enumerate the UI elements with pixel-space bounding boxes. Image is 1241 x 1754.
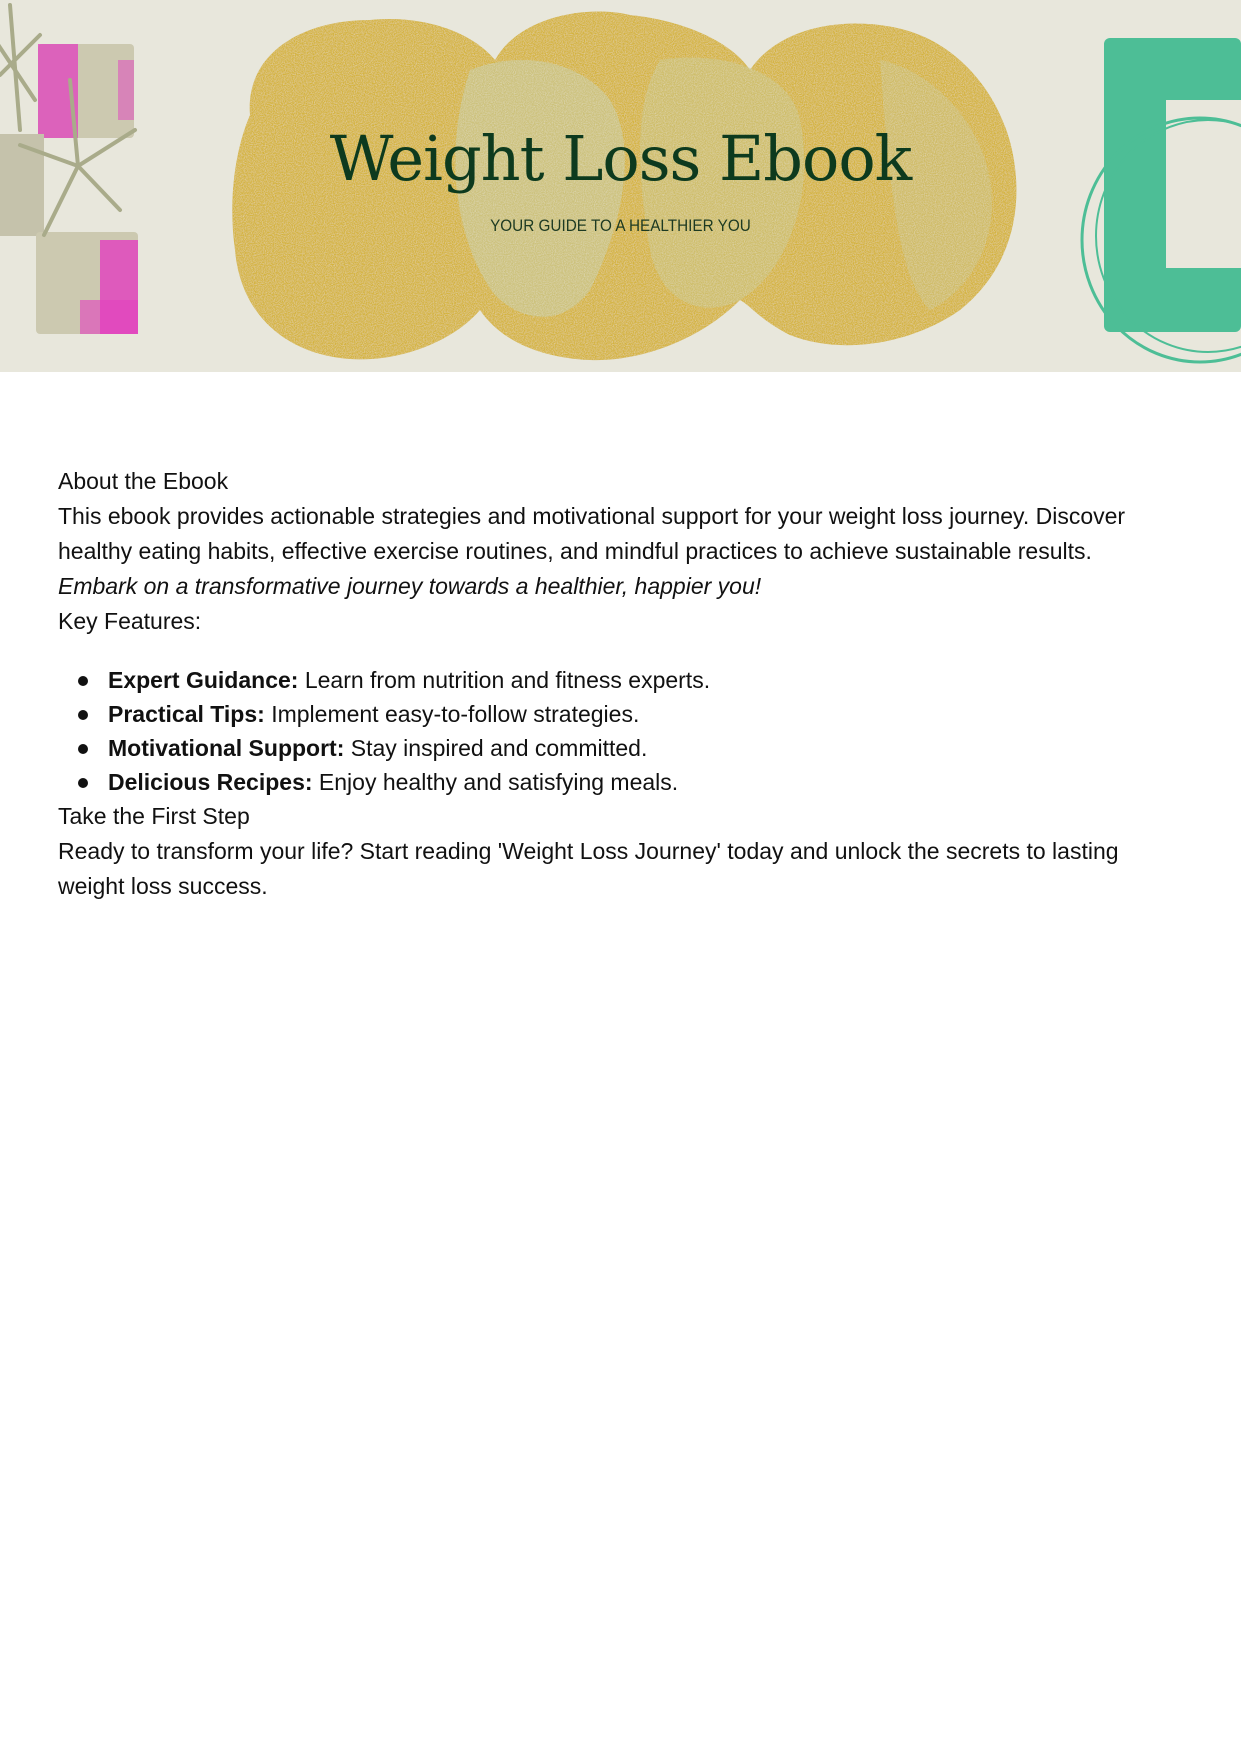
feature-title: Practical Tips: — [108, 701, 265, 727]
feature-text: Stay inspired and committed. — [344, 735, 648, 761]
list-item — [58, 731, 1178, 765]
bullet-icon — [78, 778, 88, 788]
feature-title: Delicious Recipes: — [108, 769, 313, 795]
features-list — [58, 663, 1178, 799]
header-banner — [0, 0, 1241, 372]
tagline: Embark on a transformative journey towards a healthier, happier you! — [58, 573, 762, 599]
about-heading: About the Ebook — [58, 468, 229, 494]
ebook-subtitle: YOUR GUIDE TO A HEALTHIER YOU — [490, 216, 751, 235]
cta-paragraph: Ready to transform your life? Start reading 'Weight Loss Journey' today and unlock the secrets to lasting weight loss success. — [58, 838, 1119, 899]
feature-title: Motivational Support: — [108, 735, 345, 761]
cta-heading: Take the First Step — [58, 803, 250, 829]
feature-text: Learn from nutrition and fitness experts. — [298, 667, 711, 693]
bullet-icon — [78, 710, 88, 720]
main-content — [58, 464, 1178, 904]
list-item — [58, 765, 1178, 799]
ebook-title: Weight Loss Ebook — [329, 122, 912, 195]
feature-text: Enjoy healthy and satisfying meals. — [312, 769, 679, 795]
bullet-icon — [78, 744, 88, 754]
features-heading: Key Features: — [58, 608, 202, 634]
feature-text: Implement easy-to-follow strategies. — [264, 701, 640, 727]
right-decoration — [1082, 38, 1241, 362]
feature-title: Expert Guidance: — [108, 667, 299, 693]
about-paragraph: This ebook provides actionable strategies and motivational support for your weight loss journey. Discover healthy eating habits, effective exercise routines, and mindful practices to achieve sustainable results. — [58, 503, 1126, 564]
list-item — [58, 663, 1178, 697]
bullet-icon — [78, 676, 88, 686]
list-item — [58, 697, 1178, 731]
